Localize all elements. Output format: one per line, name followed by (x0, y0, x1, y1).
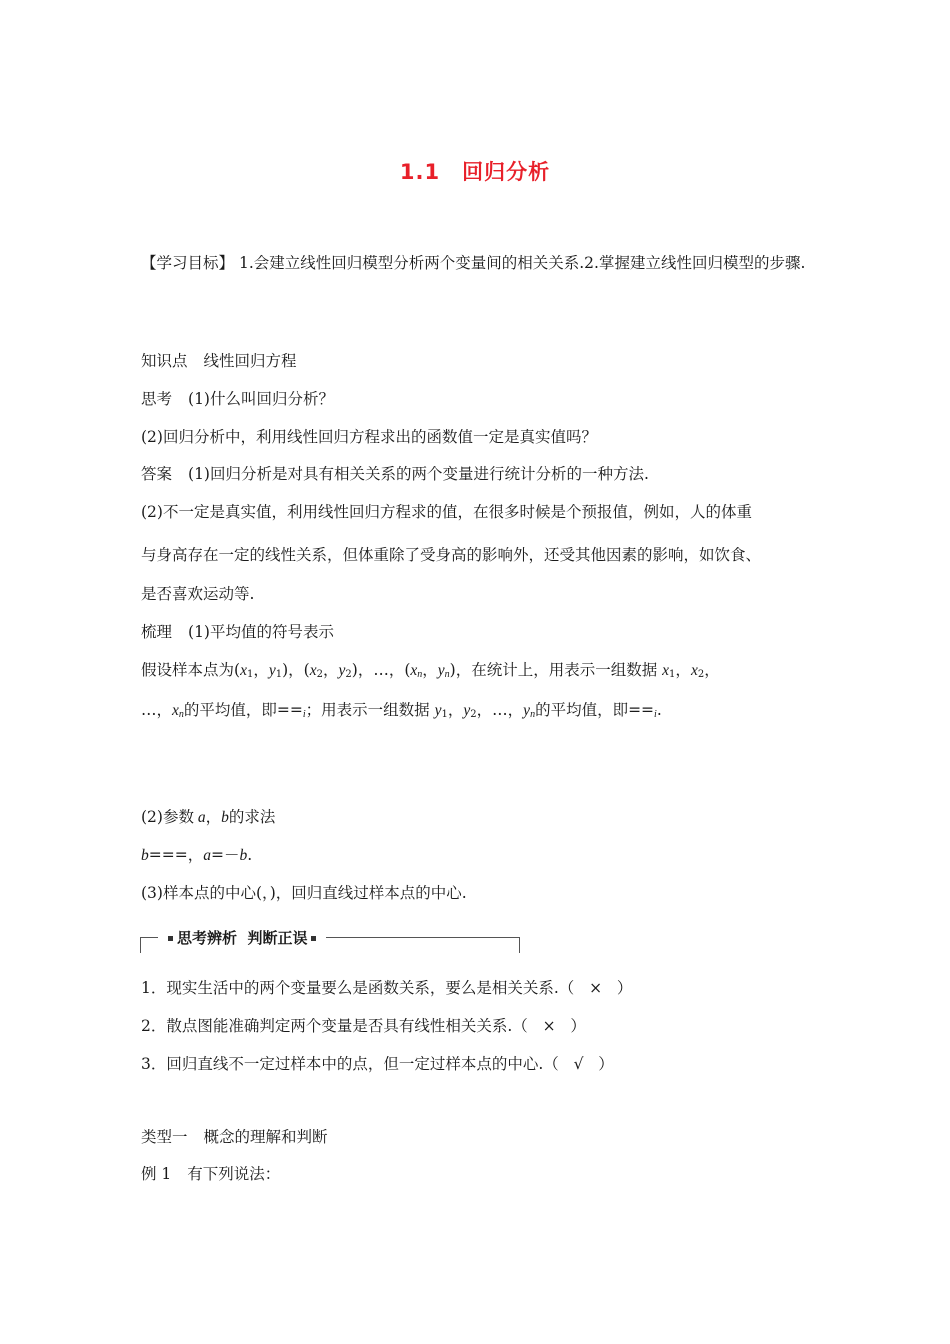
type-1-label: 类型一 (141, 1128, 188, 1146)
answer-1 (141, 464, 649, 484)
think-question-1 (141, 389, 334, 409)
think-judge-banner (140, 925, 520, 955)
type-1-name: 概念的理解和判断 (203, 1128, 328, 1146)
answer-label: 答案 (141, 465, 173, 483)
sort-heading (141, 622, 334, 642)
knowledge-label: 知识点 (141, 352, 188, 370)
banner-right: 判断正误 (247, 929, 308, 947)
sort-item-3: (3)样本点的中心(，)，回归直线过样本点的中心. (141, 884, 467, 902)
answer-2-line-1: (2)不一定是真实值，利用线性回归方程求的值，在很多时候是个预报值，例如，人的体重 (141, 503, 752, 521)
sort-item-2: (2)参数 a，b的求法 (141, 808, 276, 826)
think-q1: (1)什么叫回归分析？ (188, 390, 334, 408)
think-label: 思考 (141, 390, 173, 408)
example-1-label: 例 1 (141, 1165, 172, 1183)
banner-label (158, 927, 326, 948)
judgment-2-answer: × (542, 1017, 556, 1035)
judgment-2-text: 2．散点图能准确判定两个变量是否具有线性相关关系. (141, 1017, 513, 1035)
judgment-1: 1．现实生活中的两个变量要么是函数关系，要么是相关关系.（ × ） (141, 979, 633, 997)
objective-label: 【学习目标】 (141, 254, 235, 272)
think-question-2: (2)回归分析中，利用线性回归方程求出的函数值一定是真实值吗？ (141, 428, 597, 446)
title-text: 回归分析 (462, 160, 551, 184)
banner-left: 思考辨析 (177, 929, 238, 947)
sort-item-1: (1)平均值的符号表示 (188, 623, 334, 641)
knowledge-name: 线性回归方程 (203, 352, 297, 370)
judgment-1-text: 1．现实生活中的两个变量要么是函数关系，要么是相关关系. (141, 979, 559, 997)
mean-definition-line-2: …，$x_n$的平均值，即$==_i$；用表示一组数据 $y_1$，$y_2$，…，$y_n$的平均值，即$==_i$. (141, 701, 662, 720)
learning-objective (141, 239, 811, 287)
knowledge-point (141, 351, 297, 371)
example-1-text: 有下列说法： (187, 1165, 281, 1183)
judgment-1-answer: × (589, 979, 603, 997)
page-title (0, 156, 950, 186)
title-number: 1.1 (399, 160, 441, 184)
banner-dot-left (168, 936, 173, 941)
banner-dot-right (311, 936, 316, 941)
judgment-3: 3．回归直线不一定过样本中的点，但一定过样本点的中心.（ √ ） (141, 1055, 614, 1073)
judgment-3-answer: √ (573, 1055, 584, 1073)
objective-text: 1.会建立线性回归模型分析两个变量间的相关关系.2.掌握建立线性回归模型的步骤. (238, 254, 806, 272)
example-1 (141, 1164, 280, 1184)
sort-item-2-head: (2)参数 (141, 808, 194, 826)
judgment-3-text: 3．回归直线不一定过样本中的点，但一定过样本点的中心. (141, 1055, 544, 1073)
answer-a1: (1)回归分析是对具有相关关系的两个变量进行统计分析的一种方法. (188, 465, 649, 483)
formula-b: b===，a=－b. (141, 846, 253, 864)
judgment-2: 2．散点图能准确判定两个变量是否具有线性相关关系.（ × ） (141, 1017, 586, 1035)
mean-definition-line-1: 假设样本点为($x_1$，$y_1$)，($x_2$，$y_2$)，…，($x_n$，$y_n$)，在统计上，用表示一组数据 $x_1$，$x_2$， (141, 661, 720, 680)
sort-item-2-tail: 的求法 (228, 808, 276, 826)
type-1-heading (141, 1127, 328, 1147)
sort-label: 梳理 (141, 623, 173, 641)
answer-2-line-2: 与身高存在一定的线性关系，但体重除了受身高的影响外，还受其他因素的影响，如饮食、 (141, 546, 762, 564)
answer-2-line-3: 是否喜欢运动等. (141, 585, 255, 603)
